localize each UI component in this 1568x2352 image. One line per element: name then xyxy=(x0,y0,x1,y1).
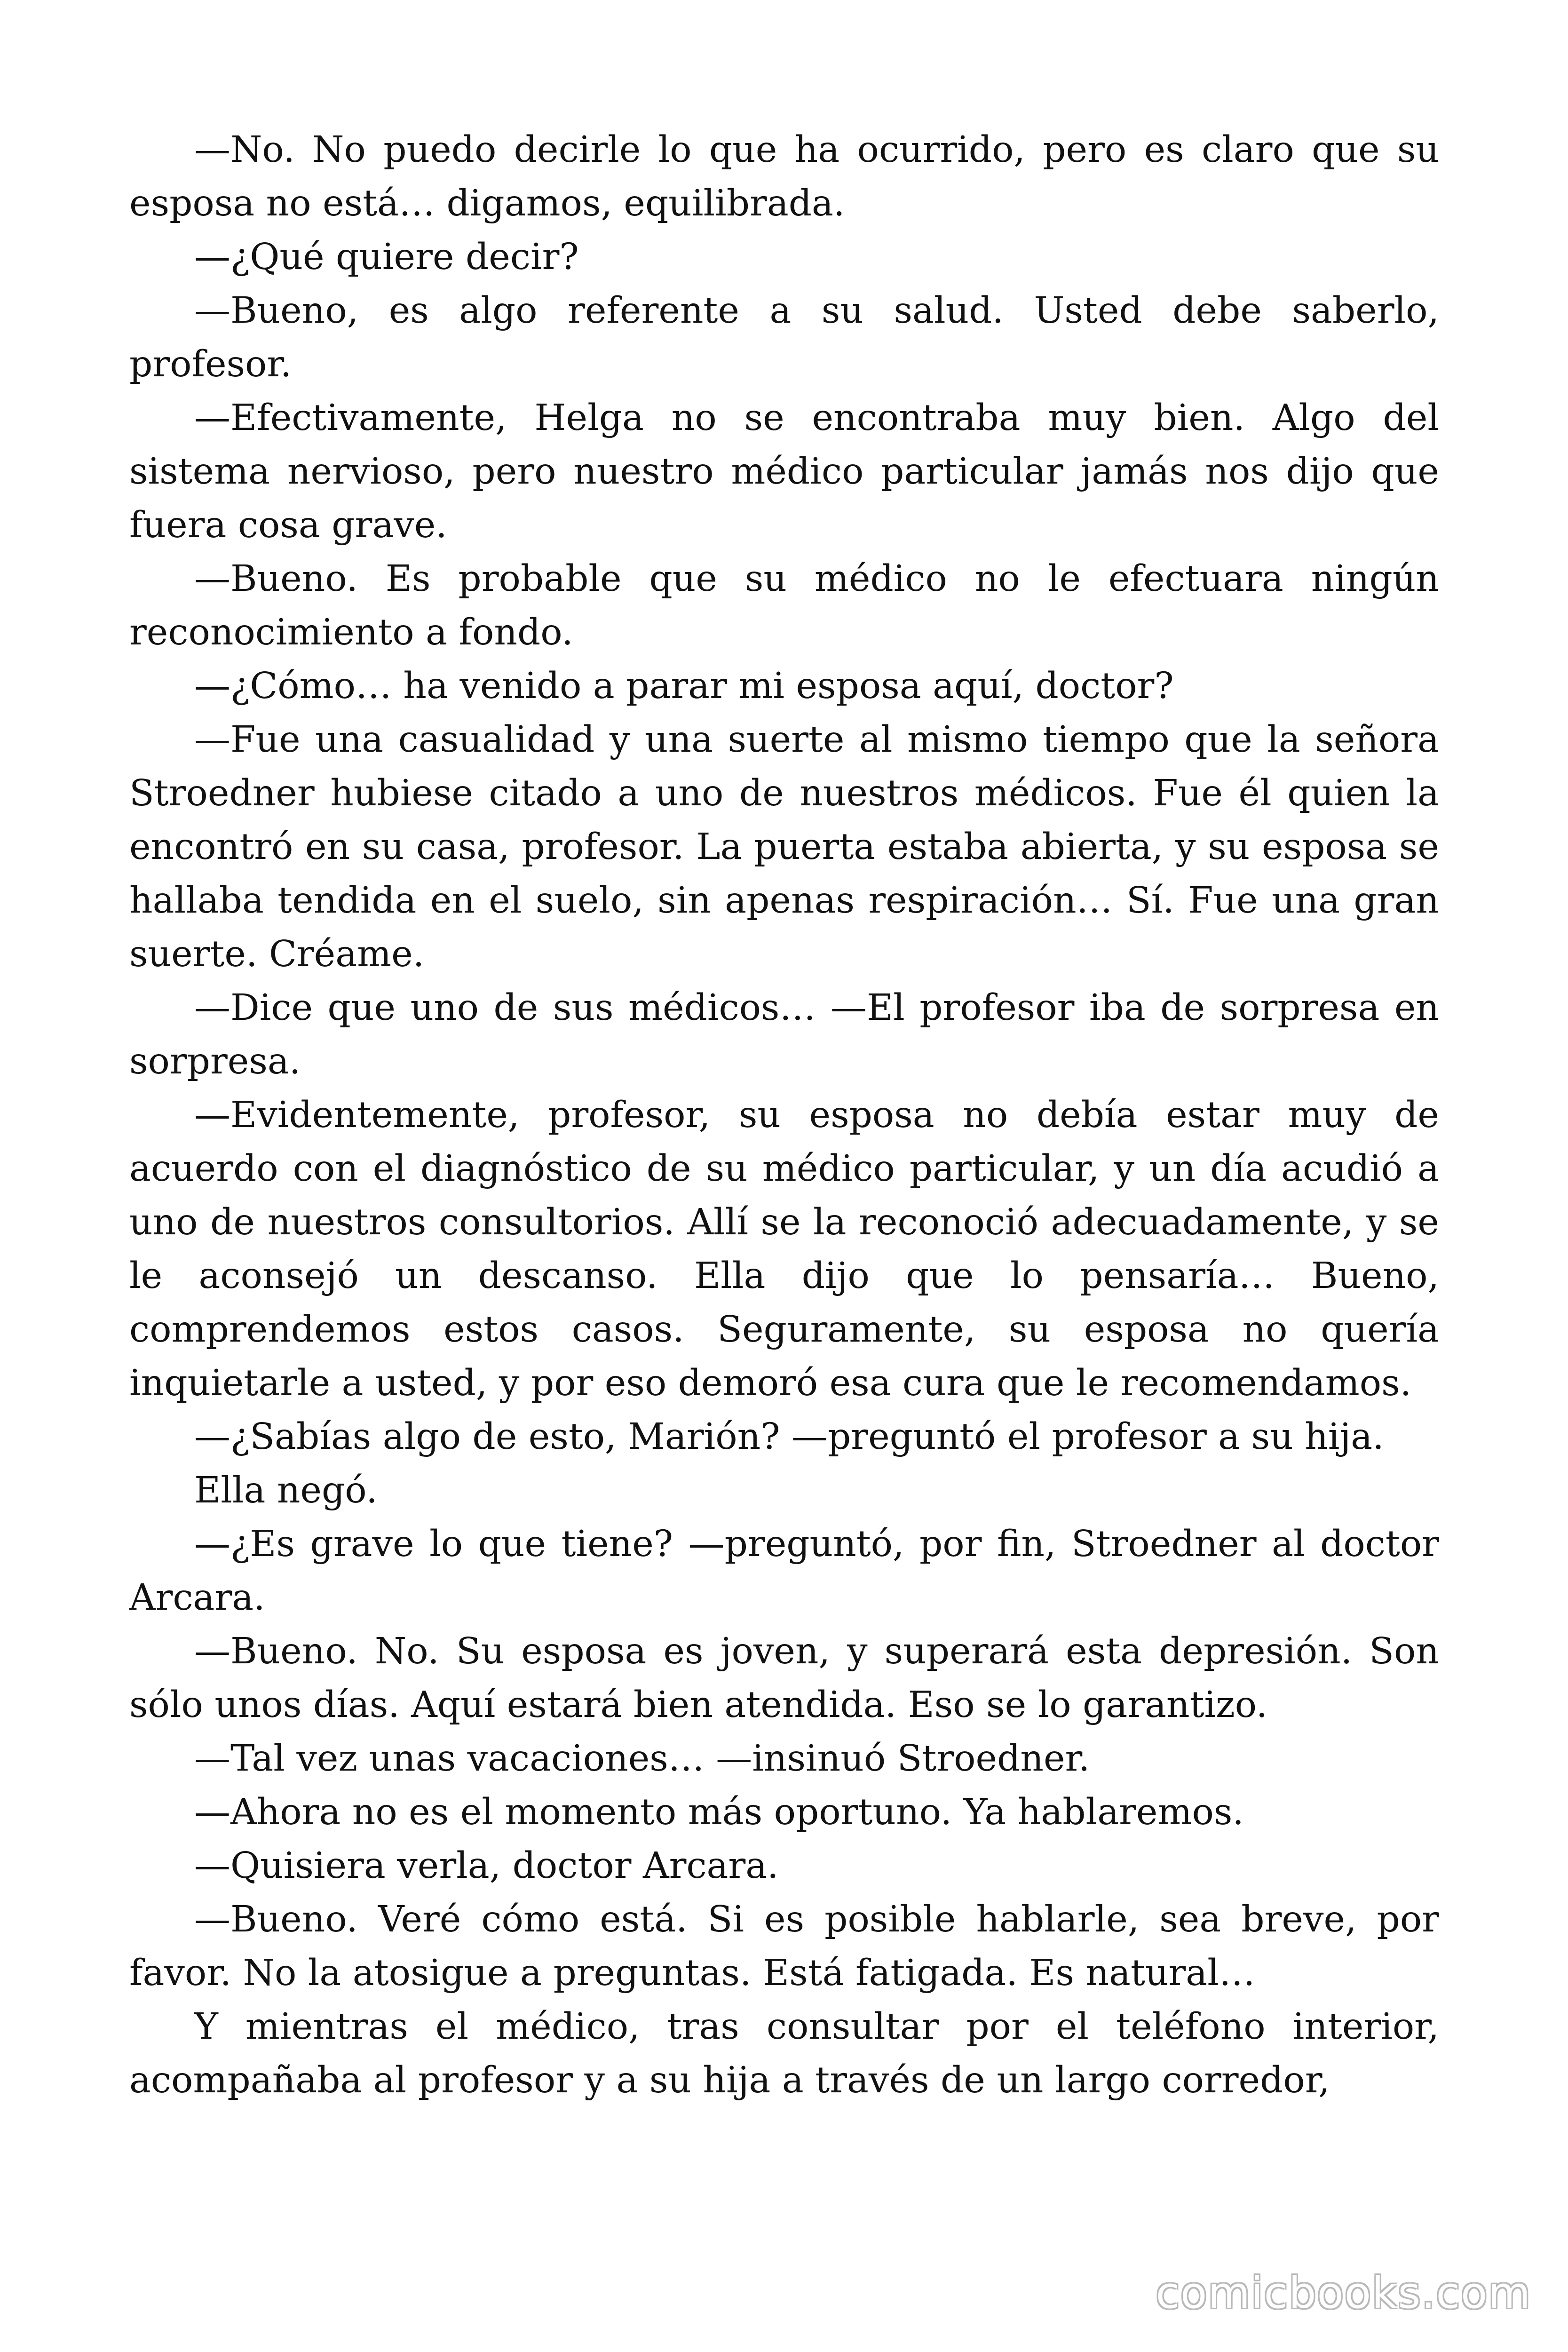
paragraph: —Bueno. No. Su esposa es joven, y superará esta depresión. Son sólo unos días. Aquí estará bien atendida. Eso se lo garantizo. xyxy=(129,1630,1439,1726)
paragraph: —¿Cómo… ha venido a parar mi esposa aquí, doctor? xyxy=(194,665,1174,707)
paragraph: —Tal vez unas vacaciones… —insinuó Stroedner. xyxy=(194,1738,1090,1780)
paragraph: —Dice que uno de sus médicos… —El profesor iba de sorpresa en sorpresa. xyxy=(129,987,1439,1082)
paragraph: —Ahora no es el momento más oportuno. Ya hablaremos. xyxy=(194,1791,1244,1833)
paragraph: Ella negó. xyxy=(194,1470,378,1511)
page-body-text xyxy=(129,123,1439,2107)
paragraph: —Bueno. Veré cómo está. Si es posible hablarle, sea breve, por favor. No la atosigue a preguntas. Está fatigada. Es natural… xyxy=(129,1899,1439,1994)
paragraph: —¿Es grave lo que tiene? —preguntó, por fin, Stroedner al doctor Arcara. xyxy=(129,1523,1439,1619)
paragraph: —Quisiera verla, doctor Arcara. xyxy=(194,1845,779,1887)
paragraph: —Evidentemente, profesor, su esposa no debía estar muy de acuerdo con el diagnóstico de su médico particular, y un día acudió a uno de nuestros consultorios. Allí se la reconoció adecuadamente, y se le aconsejó un descanso. Ella dijo que lo pensaría… Bueno, comprendemos estos casos. Seguramente, su esposa no quería inquietarle a usted, y por eso demoró esa cura que le recomendamos. xyxy=(129,1094,1439,1404)
paragraph: —No. No puedo decirle lo que ha ocurrido, pero es claro que su esposa no está… digamos, equilibrada. xyxy=(129,129,1439,224)
paragraph: Y mientras el médico, tras consultar por el teléfono interior, acompañaba al profesor y a su hija a través de un largo corredor, xyxy=(129,2006,1439,2101)
paragraph: —Bueno, es algo referente a su salud. Usted debe saberlo, profesor. xyxy=(129,290,1439,385)
paragraph: —Fue una casualidad y una suerte al mismo tiempo que la señora Stroedner hubiese citado a uno de nuestros médicos. Fue él quien la encontró en su casa, profesor. La puerta estaba abierta, y su esposa se hallaba tendida en el suelo, sin apenas respiración… Sí. Fue una gran suerte. Créame. xyxy=(129,719,1439,975)
paragraph: —¿Sabías algo de esto, Marión? —preguntó el profesor a su hija. xyxy=(194,1416,1384,1458)
paragraph: —Efectivamente, Helga no se encontraba muy bien. Algo del sistema nervioso, pero nuestro médico particular jamás nos dijo que fuera cosa grave. xyxy=(129,397,1439,546)
paragraph: —¿Qué quiere decir? xyxy=(194,236,579,278)
site-watermark: comicbooks.com xyxy=(1156,2268,1531,2318)
paragraph: —Bueno. Es probable que su médico no le efectuara ningún reconocimiento a fondo. xyxy=(129,558,1439,653)
